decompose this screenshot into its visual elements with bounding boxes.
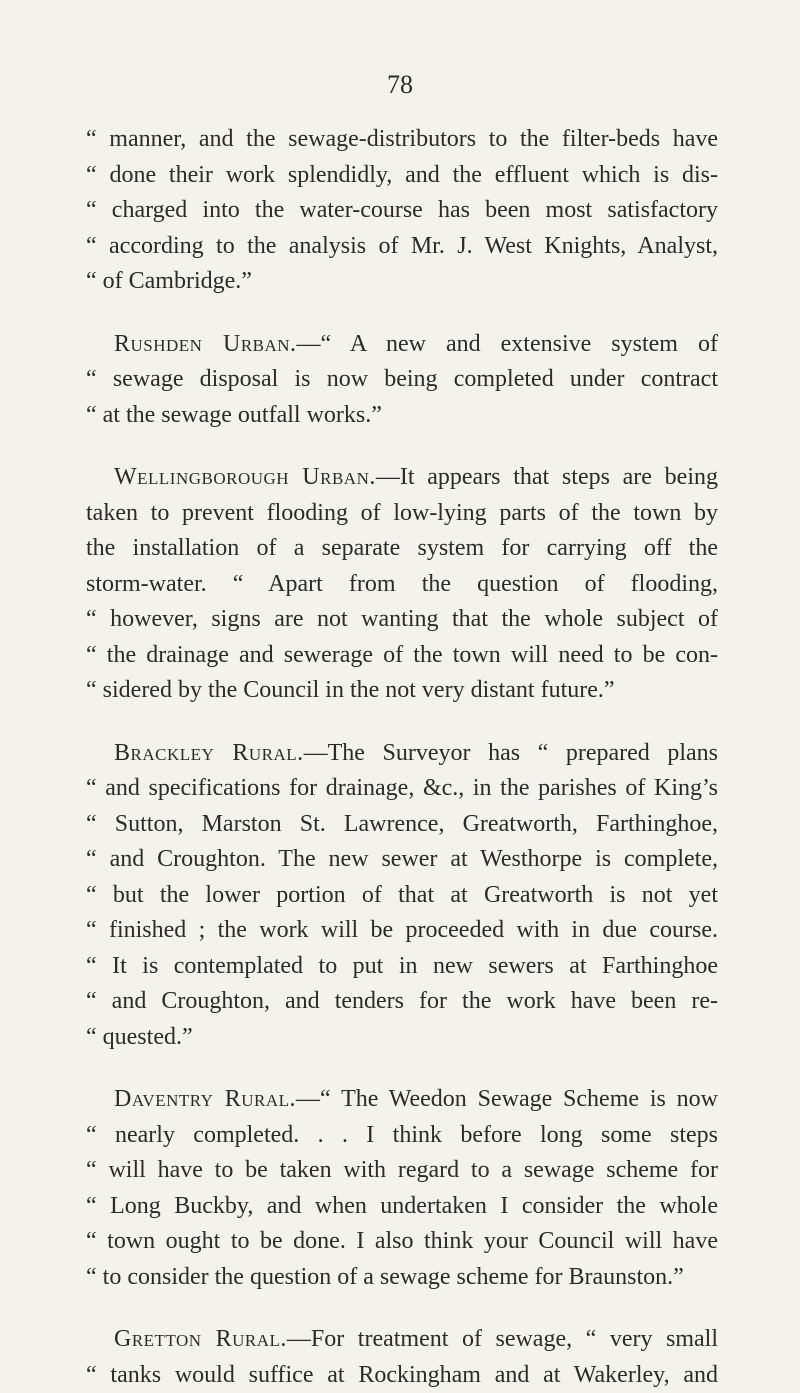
text-line xyxy=(86,1082,718,1118)
text-fragment: —The Surveyor has “ prepared plans xyxy=(304,740,718,766)
paragraph-heading: Rushden Urban. xyxy=(114,331,297,357)
text-line: “ but the lower portion of that at Greatworth is not yet xyxy=(86,878,718,914)
text-line: “ sewage disposal is now being completed under contract xyxy=(86,362,718,398)
text-line: “ charged into the water-course has been most satisfactory xyxy=(86,193,718,229)
text-line: “ however, signs are not wanting that the whole subject of xyxy=(86,602,718,638)
paragraph-heading: Brackley Rural. xyxy=(114,740,304,766)
text-fragment: —“ The Weedon Sewage Scheme is now xyxy=(296,1086,718,1112)
text-line: “ tanks would suffice at Rockingham and at Wakerley, and xyxy=(86,1358,718,1393)
text-line: “ manner, and the sewage-distributors to the filter-beds have xyxy=(86,122,718,158)
text-line: “ the drainage and sewerage of the town will need to be con- xyxy=(86,638,718,674)
text-fragment: —“ A new and extensive system of xyxy=(297,331,718,357)
text-line xyxy=(86,460,718,496)
paragraph-heading: Daventry Rural. xyxy=(114,1086,296,1112)
text-line: “ sidered by the Council in the not very distant future.” xyxy=(86,673,718,709)
text-line: “ Long Buckby, and when undertaken I consider the whole xyxy=(86,1189,718,1225)
paragraph-heading: Wellingborough Urban. xyxy=(114,464,376,490)
text-line: “ and Croughton. The new sewer at Westhorpe is complete, xyxy=(86,842,718,878)
paragraph xyxy=(86,122,718,300)
text-line: “ It is contemplated to put in new sewers at Farthinghoe xyxy=(86,949,718,985)
text-line: “ of Cambridge.” xyxy=(86,264,718,300)
paragraph xyxy=(86,460,718,709)
text-fragment: —For treatment of sewage, “ very small xyxy=(287,1326,718,1352)
text-line: “ at the sewage outfall works.” xyxy=(86,398,718,434)
text-line: “ town ought to be done. I also think your Council will have xyxy=(86,1224,718,1260)
text-line xyxy=(86,1322,718,1358)
text-line: taken to prevent flooding of low-lying parts of the town by xyxy=(86,496,718,532)
text-line: “ according to the analysis of Mr. J. West Knights, Analyst, xyxy=(86,229,718,265)
body-text xyxy=(86,122,718,1393)
text-line xyxy=(86,736,718,772)
text-line: “ to consider the question of a sewage scheme for Braunston.” xyxy=(86,1260,718,1296)
text-line: storm-water. “ Apart from the question of flooding, xyxy=(86,567,718,603)
text-line: “ finished ; the work will be proceeded with in due course. xyxy=(86,913,718,949)
text-line: “ and specifications for drainage, &c., in the parishes of King’s xyxy=(86,771,718,807)
text-line: “ will have to be taken with regard to a sewage scheme for xyxy=(86,1153,718,1189)
text-line: “ and Croughton, and tenders for the work have been re- xyxy=(86,984,718,1020)
paragraph-heading: Gretton Rural. xyxy=(114,1326,287,1352)
text-line: “ done their work splendidly, and the effluent which is dis- xyxy=(86,158,718,194)
text-line: the installation of a separate system for carrying off the xyxy=(86,531,718,567)
text-line xyxy=(86,327,718,363)
paragraph xyxy=(86,736,718,1056)
paragraph xyxy=(86,327,718,434)
text-line: “ Sutton, Marston St. Lawrence, Greatworth, Farthinghoe, xyxy=(86,807,718,843)
paragraph xyxy=(86,1082,718,1295)
page-number: 78 xyxy=(0,70,800,100)
text-fragment: —It appears that steps are being xyxy=(376,464,718,490)
paragraph xyxy=(86,1322,718,1393)
text-line: “ quested.” xyxy=(86,1020,718,1056)
text-line: “ nearly completed. . . I think before long some steps xyxy=(86,1118,718,1154)
